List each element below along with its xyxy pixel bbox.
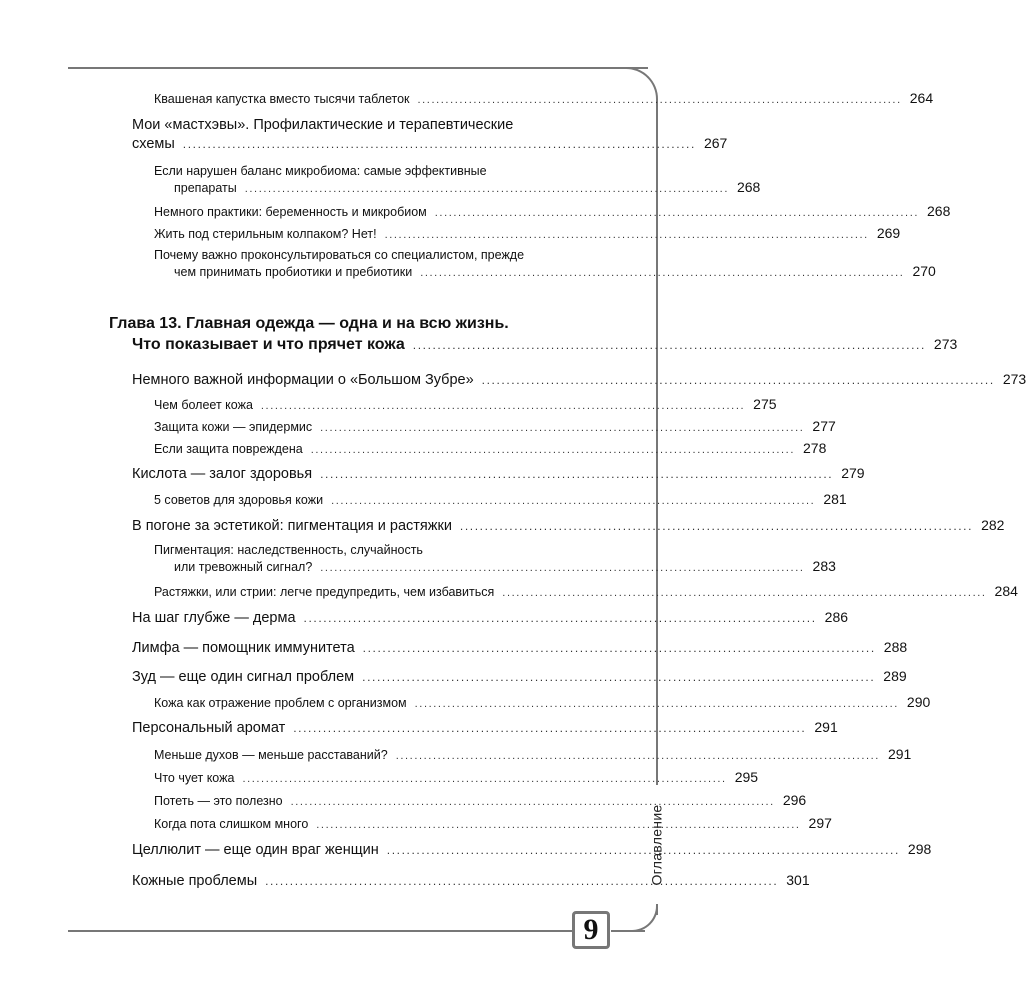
toc-entry-title: Растяжки, или стрии: легче предупредить, чем избавиться bbox=[154, 585, 495, 599]
toc-entry-page: 268 bbox=[927, 203, 951, 219]
toc-entry-title: На шаг глубже — дерма bbox=[132, 610, 296, 626]
dot-leader: ........................................................................................................ bbox=[320, 422, 805, 434]
dot-leader: ........................................................................................................ bbox=[303, 611, 817, 625]
toc-entry[interactable] bbox=[0, 815, 832, 831]
toc-entry-title-line1: Если нарушен баланс микробиома: самые эффективные bbox=[154, 164, 487, 178]
chapter-page: 273 bbox=[933, 336, 958, 352]
toc-entry-page: 290 bbox=[906, 694, 931, 710]
toc-entry-page: 264 bbox=[909, 90, 934, 106]
dot-leader: ........................................................................................................ bbox=[244, 183, 729, 195]
chapter-subtitle: Что показывает и что прячет кожа bbox=[132, 336, 405, 353]
toc-entry-title: препараты bbox=[174, 181, 237, 195]
toc-entry-title: Зуд — еще один сигнал проблем bbox=[132, 669, 355, 685]
toc-entry-title: Меньше духов — меньше расставаний? bbox=[154, 748, 388, 762]
toc-entry-title: Квашеная капустка вместо тысячи таблеток bbox=[154, 92, 410, 106]
toc-entry[interactable] bbox=[0, 872, 810, 889]
toc-entry-title: Целлюлит — еще один враг женщин bbox=[132, 842, 379, 858]
dot-leader: ........................................................................................................ bbox=[386, 843, 900, 857]
toc-entry[interactable] bbox=[0, 668, 907, 685]
section-side-label-text: Оглавление bbox=[649, 804, 665, 886]
toc-entry-page: 269 bbox=[876, 225, 901, 241]
toc-entry[interactable] bbox=[0, 609, 849, 626]
toc-entry[interactable] bbox=[0, 90, 934, 106]
toc-entry-page: 268 bbox=[736, 179, 761, 195]
chapter-number: Глава 13. bbox=[109, 315, 182, 332]
toc-entry[interactable] bbox=[0, 841, 932, 858]
dot-leader: ........................................................................................................ bbox=[434, 207, 920, 219]
toc-entry-title: схемы bbox=[132, 136, 175, 152]
dot-leader: ........................................................................................................ bbox=[502, 587, 987, 599]
dot-leader: ........................................................................................................ bbox=[242, 773, 727, 785]
toc-entry-page: 301 bbox=[786, 872, 810, 888]
toc-entry-title: Кожные проблемы bbox=[132, 873, 258, 889]
toc-entry[interactable] bbox=[0, 583, 1018, 599]
toc-entry[interactable] bbox=[0, 418, 836, 434]
toc-entry-title: Когда пота слишком много bbox=[154, 817, 309, 831]
toc-entry[interactable] bbox=[0, 465, 865, 482]
toc-entry[interactable] bbox=[0, 225, 901, 241]
dot-leader: ........................................................................................................ bbox=[414, 698, 899, 710]
toc-entry-page: 298 bbox=[907, 841, 932, 857]
toc-entry-page: 283 bbox=[812, 558, 836, 574]
dot-leader: ........................................................................................................ bbox=[481, 373, 995, 387]
toc-entry-title-line1: Почему важно проконсультироваться со специалистом, прежде bbox=[154, 248, 525, 262]
toc-entry[interactable] bbox=[0, 517, 1005, 534]
toc-entry[interactable] bbox=[0, 248, 936, 279]
dot-leader: ........................................................................................................ bbox=[320, 562, 805, 574]
toc-entry-page: 291 bbox=[814, 719, 838, 735]
dot-leader: ........................................................................................................ bbox=[293, 721, 807, 735]
frame-bottom-rule-right bbox=[611, 930, 645, 932]
dot-leader: ........................................................................................................ bbox=[316, 819, 801, 831]
toc-entry-title: Защита кожи — эпидермис bbox=[154, 420, 313, 434]
toc-entry[interactable] bbox=[0, 639, 908, 656]
toc-entry-page: 289 bbox=[883, 668, 907, 684]
toc-entry-title: Немного практики: беременность и микробиом bbox=[154, 205, 427, 219]
toc-entry-page: 273 bbox=[1002, 371, 1026, 387]
frame-top-rule bbox=[68, 67, 648, 69]
dot-leader: ........................................................................................................ bbox=[331, 495, 816, 507]
toc-entry-title: Потеть — это полезно bbox=[154, 794, 283, 808]
toc-entry[interactable] bbox=[0, 164, 759, 195]
toc-entry[interactable] bbox=[0, 719, 838, 736]
toc-entry-page: 282 bbox=[981, 517, 1005, 533]
toc-entry-title: чем принимать пробиотики и пребиотики bbox=[174, 265, 413, 279]
toc-entry[interactable] bbox=[0, 694, 931, 710]
toc-entry[interactable] bbox=[0, 769, 759, 785]
toc-entry-title: Что чует кожа bbox=[154, 771, 235, 785]
toc-entry-title: Кожа как отражение проблем с организмом bbox=[154, 696, 407, 710]
toc-entry-title: Кислота — залог здоровья bbox=[132, 466, 313, 482]
toc-entry-title-line1: Пигментация: наследственность, случайность bbox=[154, 543, 423, 557]
toc-entry[interactable] bbox=[0, 371, 1026, 388]
dot-leader: ........................................................................................................ bbox=[417, 94, 902, 106]
toc-entry-title-line1: Мои «мастхэвы». Профилактические и терапевтические bbox=[132, 117, 514, 133]
toc-entry[interactable] bbox=[0, 792, 807, 808]
chapter-heading[interactable] bbox=[109, 315, 509, 333]
toc-entry-title: или тревожный сигнал? bbox=[174, 560, 313, 574]
dot-leader: ........................................................................................................ bbox=[290, 796, 775, 808]
toc-entry[interactable] bbox=[0, 396, 777, 412]
chapter-subtitle-row[interactable] bbox=[0, 336, 958, 354]
dot-leader: ........................................................................................................ bbox=[395, 750, 880, 762]
dot-leader: ........................................................................................................ bbox=[362, 641, 876, 655]
toc-entry[interactable] bbox=[0, 117, 759, 152]
toc-entry-title: 5 советов для здоровья кожи bbox=[154, 493, 324, 507]
frame-bottom-rule bbox=[68, 930, 572, 932]
dot-leader: ........................................................................................................ bbox=[320, 467, 834, 481]
dot-leader: ........................................................................................................ bbox=[182, 137, 696, 151]
toc-entry[interactable] bbox=[0, 491, 847, 507]
page-number-box bbox=[572, 911, 610, 949]
dot-leader: ........................................................................................................ bbox=[260, 400, 746, 412]
page-number: 9 bbox=[583, 913, 599, 946]
toc-entry-title: Лимфа — помощник иммунитета bbox=[132, 640, 355, 656]
toc-entry-page: 267 bbox=[703, 135, 728, 151]
toc-entry-page: 275 bbox=[753, 396, 777, 412]
frame-bottom-corner bbox=[618, 904, 658, 932]
toc-entry-page: 296 bbox=[782, 792, 807, 808]
toc-entry[interactable] bbox=[0, 746, 912, 762]
toc-entry[interactable] bbox=[0, 440, 827, 456]
toc-entry-page: 297 bbox=[808, 815, 832, 831]
toc-entry-page: 281 bbox=[823, 491, 847, 507]
toc-entry-title: Чем болеет кожа bbox=[154, 398, 253, 412]
toc-entry-title: Немного важной информации о «Большом Зубре» bbox=[132, 372, 474, 388]
dot-leader: ........................................................................................................ bbox=[362, 670, 876, 684]
toc-entry-page: 279 bbox=[841, 465, 865, 481]
dot-leader: ........................................................................................................ bbox=[459, 519, 974, 533]
dot-leader: ........................................................................................................ bbox=[265, 874, 779, 888]
chapter-title: Главная одежда — одна и на всю жизнь. bbox=[186, 315, 509, 332]
dot-leader: ........................................................................................................ bbox=[384, 229, 869, 241]
toc-entry-page: 277 bbox=[812, 418, 836, 434]
toc-entry-page: 291 bbox=[887, 746, 912, 762]
toc-entry-title: Жить под стерильным колпаком? Нет! bbox=[154, 227, 377, 241]
dot-leader: ........................................................................................................ bbox=[420, 267, 905, 279]
toc-entry-page: 288 bbox=[883, 639, 908, 655]
toc-entry-page: 295 bbox=[734, 769, 759, 785]
toc-entry-title: В погоне за эстетикой: пигментация и растяжки bbox=[132, 518, 452, 534]
toc-entry[interactable] bbox=[0, 203, 951, 219]
toc-entry[interactable] bbox=[0, 543, 836, 574]
toc-entry-page: 270 bbox=[912, 263, 936, 279]
dot-leader: ........................................................................................................ bbox=[310, 444, 795, 456]
toc-entry-page: 284 bbox=[994, 583, 1018, 599]
toc-entry-page: 286 bbox=[824, 609, 849, 625]
toc-entry-title: Если защита повреждена bbox=[154, 442, 303, 456]
toc-entry-title: Персональный аромат bbox=[132, 720, 286, 736]
dot-leader: ........................................................................................................ bbox=[412, 338, 926, 352]
toc-entry-page: 278 bbox=[803, 440, 827, 456]
